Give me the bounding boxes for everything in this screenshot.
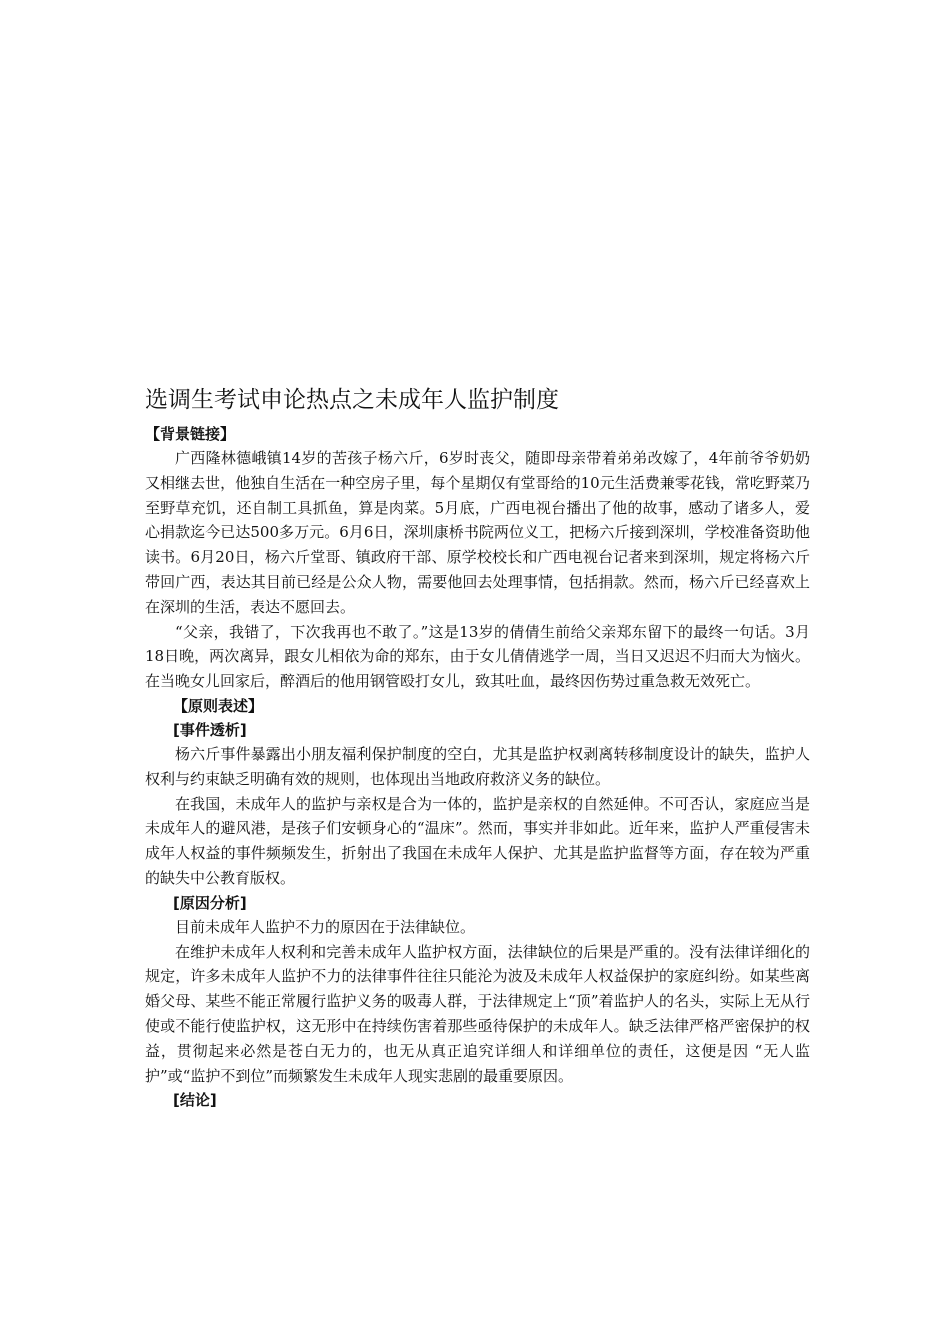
event-analysis-paragraph-2: 在我国，未成年人的监护与亲权是合为一体的，监护是亲权的自然延伸。不可否认，家庭应当是未成年人的避风港，是孩子们安顿身心的“温床”。然而，事实并非如此。近年来，监护人严重侵害未成年人权益的事件频频发生，折射出了我国在未成年人保护、尤其是监护监督等方面，存在较为严重的缺失中公教育版权。 (145, 794, 810, 887)
cause-analysis-paragraph-2: 在维护未成年人权利和完善未成年人监护权方面，法律缺位的后果是严重的。没有法律详细化的规定，许多未成年人监护不力的法律事件往往只能沦为波及未成年人权益保护的家庭纠纷。如某些离婚父母、某些不能正常履行监护义务的吸毒人群，于法律规定上“顶”着监护人的名头，实际上无从行使或不能行使监护权，这无形中在持续伤害着那些亟待保护的未成年人。缺乏法律严格严密保护的权益，贯彻起来必然是苍白无力的，也无从真正追究详细人和详细单位的责任，这便是因 “无人监护”或“监护不到位”而频繁发生未成年人现实悲剧的最重要原因。 (145, 942, 810, 1085)
section-heading-background: 【背景链接】 (145, 425, 236, 443)
subheading-cause-analysis: [原因分析] (173, 893, 247, 912)
subheading-event-analysis: [事件透析] (173, 720, 247, 739)
document-title: 选调生考试申论热点之未成年人监护制度 (145, 387, 559, 413)
background-paragraph-2: “父亲，我错了，下次我再也不敢了。”这是13岁的倩倩生前给父亲郑东留下的最终一句话。3月18日晚，两次离异，跟女儿相依为命的郑东，由于女儿倩倩逃学一周，当日又迟迟不归而大为恼火。在当晚女儿回家后，醉酒后的他用钢管殴打女儿，致其吐血，最终因伤势过重急救无效死亡。 (145, 622, 810, 691)
background-paragraph-1: 广西隆林德峨镇14岁的苦孩子杨六斤，6岁时丧父，随即母亲带着弟弟改嫁了，4年前爷爷奶奶又相继去世，他独自生活在一种空房子里，每个星期仅有堂哥给的10元生活费兼零花钱，常吃野菜乃至野草充饥，还自制工具抓鱼，算是肉菜。5月底，广西电视台播出了他的故事，感动了诸多人，爱心捐款迄今已达500多万元。6月6日，深圳康桥书院两位义工，把杨六斤接到深圳，学校准备资助他读书。6月20日，杨六斤堂哥、镇政府干部、原学校校长和广西电视台记者来到深圳，规定将杨六斤带回广西，表达其目前已经是公众人物，需要他回去处理事情，包括捐款。然而，杨六斤已经喜欢上在深圳的生活，表达不愿回去。 (145, 449, 810, 616)
cause-analysis-paragraph-1: 目前未成年人监护不力的原因在于法律缺位。 (175, 917, 476, 936)
subheading-conclusion: [结论] (173, 1091, 217, 1110)
section-heading-principle: 【原则表述】 (173, 696, 264, 715)
document-page (145, 380, 810, 1112)
event-analysis-paragraph-1: 杨六斤事件暴露出小朋友福利保护制度的空白，尤其是监护权剥离转移制度设计的缺失，监护人权利与约束缺乏明确有效的规则，也体现出当地政府救济义务的缺位。 (145, 744, 810, 788)
